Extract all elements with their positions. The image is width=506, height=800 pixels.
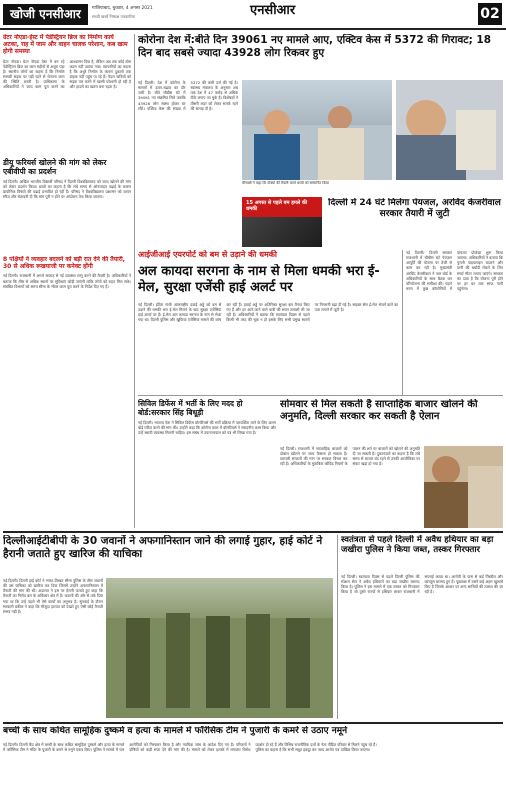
story-child-head bbox=[3, 726, 503, 740]
story-child-headline: बच्ची के साथ कथित सामूहिक दुष्कर्म व हत्या के मामले में फॉरेंसिक टीम ने पुजारी के कमरे से उठाए नमूने bbox=[3, 726, 348, 736]
story-afghan-headline: दिल्लीआईटीबीपी के 30 जवानों ने अफगानिस्तान जाने की लगाई गुहार, हाई कोर्ट ने हैरानी जताते हुए खारिज की याचिका bbox=[3, 535, 323, 560]
story-corona-head bbox=[138, 34, 503, 76]
page-number: 02 bbox=[478, 3, 502, 25]
story-dtu bbox=[3, 158, 131, 250]
story-civil-body: नई दिल्ली। भाजपा नेता ने सिविल डिफेंस वॉलंटियर्स की भर्ती प्रक्रिया में पारदर्शिता लाने के लिए अलग बोर्ड गठित करने की मांग की। उन्होंने कहा कि कोरोना काल में वॉलंटियर्स ने सराहनीय काम किया और उन्हें स्थायी व्यवस्था मिलनी चाहिए। इस संबंध में उपराज्यपाल को पत्र भी लिखा गया है। bbox=[138, 420, 276, 436]
story-airport-kicker-text: आईजीआई एयरपोर्ट को बम से उड़ाने की धमकी bbox=[138, 250, 277, 259]
story-child-body: नई दिल्ली। दिल्ली कैंट क्षेत्र में बच्ची के साथ कथित सामूहिक दुष्कर्म और हत्या के मामले में फॉरेंसिक टीम ने मंदिर के पुजारी के कमरे से नमूने एकत्र किए। पुलिस ने मामले में चार आरोपियों को गिरफ्तार किया है और न्यायिक जांच के आदेश दिए गए हैं। परिजनों ने दोषियों को कड़ी सजा देने की मांग की है। मामले को लेकर इलाके में लगातार विरोध प्रदर्शन हो रहे हैं और विभिन्न राजनीतिक दलों के नेता पीड़ित परिवार से मिलने पहुंच रहे हैं। पुलिस का कहना है कि सभी सबूत इकट्ठा कर जल्द आरोप पत्र दाखिल किया जाएगा। bbox=[3, 742, 377, 753]
story-afghan-body: नई दिल्ली। दिल्ली हाई कोर्ट ने भारत-तिब्बत सीमा पुलिस के तीस जवानों की उस याचिका को खारिज कर दिया जिसमें उन्होंने अफगानिस्तान में तैनाती की मांग की थी। अदालत ने इस पर हैरानी जताते हुए कहा कि तैनाती का निर्णय बल के अधिकार क्षेत्र में है। जवानों की ओर से तर्क दिया गया था कि उन्हें पहले भी ऐसे कार्यों का अनुभव है। सुनवाई के दौरान सरकारी वकील ने कहा कि मौजूदा हालात को देखते हुए ऐसी कोई तैनाती संभव नहीं है। bbox=[3, 578, 103, 614]
story-airport-head bbox=[138, 264, 398, 300]
section-title: एनसीआर bbox=[250, 3, 296, 18]
story-market-body: नई दिल्ली। राजधानी में साप्ताहिक बाजारों को दोबारा खोलने पर जल्द फैसला हो सकता है। व्यापारी संगठनों की मांग पर सरकार विचार कर रही है। अधिकारियों के मुताबिक कोविड नियमों के पालन की शर्त पर बाजारों को खोलने की अनुमति दी जा सकती है। दुकानदारों का कहना है कि लंबे समय से बाजार बंद रहने से उनकी आजीविका पर संकट खड़ा हो गया है। bbox=[280, 446, 420, 467]
row-divider-2 bbox=[3, 531, 503, 533]
column-divider-3 bbox=[337, 535, 338, 719]
story-noida-headline: ग्रेटर नोएडा-ईस्ट में पेडेस्ट्रियन ब्रिज का निर्माण कार्य अटका, राह में जाम और वाहन चालक परेशान, कब खत्म होगी समस्या bbox=[3, 34, 128, 56]
story-airport-headline: अल कायदा सरगना के नाम से मिला धमकी भरा ई-मेल, सुरक्षा एजेंसी हाई अलर्ट पर bbox=[138, 264, 380, 295]
corona-photo-caption: मीनाक्षी ने कहा कि टोक्यो की तैयारी करते बच्चों को सम्मानित किया bbox=[242, 181, 330, 185]
market-photo bbox=[424, 446, 503, 528]
column-divider bbox=[134, 34, 135, 528]
story-dtu-headline: डीयू फरियर्स खोलने की मांग को लेकर एबीवीपी का प्रदर्शन bbox=[3, 158, 107, 176]
story-water-headline: दिल्ली में 24 घंटे मिलेगा पेयजल, अरविंद केजरीवाल सरकार तैयारी में जुटी bbox=[328, 198, 501, 219]
bomb-threat-label: 15 अगस्त से पहले बम हमले की धमकी bbox=[242, 197, 322, 217]
story-airport-kicker-box bbox=[138, 250, 398, 262]
corona-photo-2 bbox=[396, 80, 503, 180]
corona-photo bbox=[242, 80, 392, 180]
story-corona-body: नई दिल्ली। देश में कोरोना के मामलों में उतार-चढ़ाव का दौर जारी है। बीते चौबीस घंटे में 39061 नए संक्रमित मिले जबकि 43928 लोग स्वस्थ होकर घर लौटे। एक्टिव केस की संख्या में 5372 की कमी दर्ज की गई है। स्वास्थ्य मंत्रालय के अनुसार अब तक देश में 47 करोड़ से अधिक टीके लगाए जा चुके हैं। विशेषज्ञों ने तीसरी लहर को लेकर सतर्क रहने की सलाह दी है। bbox=[138, 80, 238, 111]
story-water-head bbox=[326, 198, 503, 248]
story-noida bbox=[3, 34, 131, 154]
story-civil-headline: सिविल डिफेंस में भर्ती के लिए मदद हो बोर्ड:सरकार सिंह बिधूड़ी bbox=[138, 399, 243, 417]
story-market-head bbox=[280, 399, 503, 443]
masthead bbox=[0, 0, 506, 30]
story-rainbasera-body: नई दिल्ली। राजधानी में अगले सप्ताह से नई व्यवस्था लागू करने की तैयारी है। अधिकारियों ने बताया कि तीस से अधिक स्थानों पर सुविधाएं जोड़ी जाएंगी ताकि लोगों को राहत मिल सके। संबंधित विभागों को समय सीमा के भीतर काम पूरा करने के निर्देश दिए गए हैं। bbox=[3, 273, 131, 289]
afghan-photo bbox=[106, 578, 333, 718]
story-arms-head bbox=[341, 535, 503, 571]
story-noida-body: ग्रेटर नोएडा। ग्रेटर नोएडा वेस्ट में बन रहे पेडेस्ट्रियन ब्रिज का काम महीनों से अधूरा पड़ा है। स्थानीय लोगों का कहना है कि निर्माण सामग्री सड़क पर पड़ी रहने से रोजाना जाम की स्थिति बनती है। प्राधिकरण के अधिकारियों ने जल्द काम पूरा करने का आश्वासन दिया है, लेकिन अब तक कोई ठोस कदम नहीं उठाया गया। व्यापारियों का कहना है कि अधूरे निर्माण के कारण दुकानों तक ग्राहक नहीं पहुंच पा रहे हैं। पैदल यात्रियों को सड़क पार करने में खासी परेशानी हो रही है और हादसे का खतरा बना रहता है। bbox=[3, 58, 131, 90]
story-arms-body: नई दिल्ली। स्वतंत्रता दिवस से पहले दिल्ली पुलिस की स्पेशल सेल ने अवैध हथियारों का बड़ा जखीरा बरामद किया है। पुलिस ने इस मामले में एक तस्कर को गिरफ्तार किया है जो दूसरे राज्यों से हथियार लाकर राजधानी में सप्लाई करता था। आरोपी के पास से कई पिस्तौल और कारतूस बरामद हुए हैं। पूछताछ में उसने कई अहम खुलासे किए हैं जिनके आधार पर अन्य साथियों की तलाश की जा रही है। bbox=[341, 574, 503, 595]
story-airport-body: नई दिल्ली। इंदिरा गांधी अंतरराष्ट्रीय हवाई अड्डे को बम से उड़ाने की धमकी भरा ई-मेल मिलने के बाद सुरक्षा एजेंसियां हाई अलर्ट पर हैं। ई-मेल अल कायदा सरगना के नाम से भेजा गया था। दिल्ली पुलिस और खुफिया एजेंसियां मामले की जांच कर रही हैं। हवाई अड्डे पर अतिरिक्त सुरक्षा बल तैनात किए गए हैं और हर आने-जाने वाले यात्री की सघन तलाशी ली जा रही है। अधिकारियों ने बताया कि स्वतंत्रता दिवस से पहले किसी भी तरह की चूक न हो इसके लिए सभी प्रमुख स्थानों पर निगरानी बढ़ा दी गई है। साइबर सेल ई-मेल भेजने वाले का पता लगाने में जुटी है। bbox=[138, 302, 398, 323]
story-corona-headline: कोरोना देश में:बीते दिन 39061 नए मामले आए, एक्टिव केस में 5372 की गिरावट; 18 दिन बाद सबसे ज्यादा 43928 लोग रिकवर हुए bbox=[138, 34, 492, 59]
story-arms-headline: स्वतंत्रता से पहले दिल्ली में अवैध हथियार का बड़ा जखीरा पुलिस ने किया जब्त, तस्कर गिरफ्तार bbox=[341, 535, 494, 556]
masthead-tagline: सच्ची खबरें निष्पक्ष पत्रकारिता bbox=[92, 14, 136, 19]
masthead-date: गाजियाबाद, बुधवार, 4 अगस्त 2021 bbox=[92, 6, 153, 11]
column-divider-right bbox=[402, 250, 403, 395]
story-water-body: नई दिल्ली। दिल्ली सरकार राजधानी में चौबीस घंटे पेयजल आपूर्ति की योजना पर तेजी से काम कर रही है। मुख्यमंत्री अरविंद केजरीवाल ने जल बोर्ड के अधिकारियों के साथ बैठक कर परियोजना की समीक्षा की। पहले चरण में कुछ कॉलोनियों में पायलट प्रोजेक्ट शुरू किया जाएगा। अधिकारियों ने बताया कि पुरानी पाइपलाइन बदलने और पानी की बर्बादी रोकने के लिए स्मार्ट मीटर लगाए जाएंगे। सरकार का दावा है कि योजना पूरी होने पर हर घर तक साफ पानी पहुंचेगा। bbox=[406, 250, 503, 291]
story-rainbasera bbox=[3, 256, 131, 526]
story-market-headline: सोमवार से मिल सकती है साप्ताहिक बाजार खोलने की अनुमति, दिल्ली सरकार कर सकती है ऐलान bbox=[280, 399, 478, 422]
story-rainbasera-headline: 8 पक्षियों ने व्यवहार बदलने को बड़ी रात देने की तैयारी, 30 से अधिक रूखयाजी पर कनेक्ट होंगी bbox=[3, 256, 125, 271]
story-civil bbox=[138, 399, 276, 529]
story-airport-kicker bbox=[138, 204, 238, 214]
row-divider-3 bbox=[3, 722, 503, 724]
story-afghan-head bbox=[3, 535, 333, 575]
row-divider bbox=[138, 395, 503, 396]
story-dtu-body: नई दिल्ली। अखिल भारतीय विद्यार्थी परिषद ने दिल्ली विश्वविद्यालय को जल्द खोलने की मांग को लेकर प्रदर्शन किया। छात्रों का कहना है कि लंबे समय से ऑनलाइन पढ़ाई के कारण प्रायोगिक विषयों की पढ़ाई प्रभावित हो रही है। परिषद ने विश्वविद्यालय प्रशासन को ज्ञापन सौंपा और चेतावनी दी कि मांग पूरी न होने पर आंदोलन तेज किया जाएगा। bbox=[3, 179, 131, 200]
masthead-logo: खोजी एनसीआर bbox=[3, 4, 88, 25]
